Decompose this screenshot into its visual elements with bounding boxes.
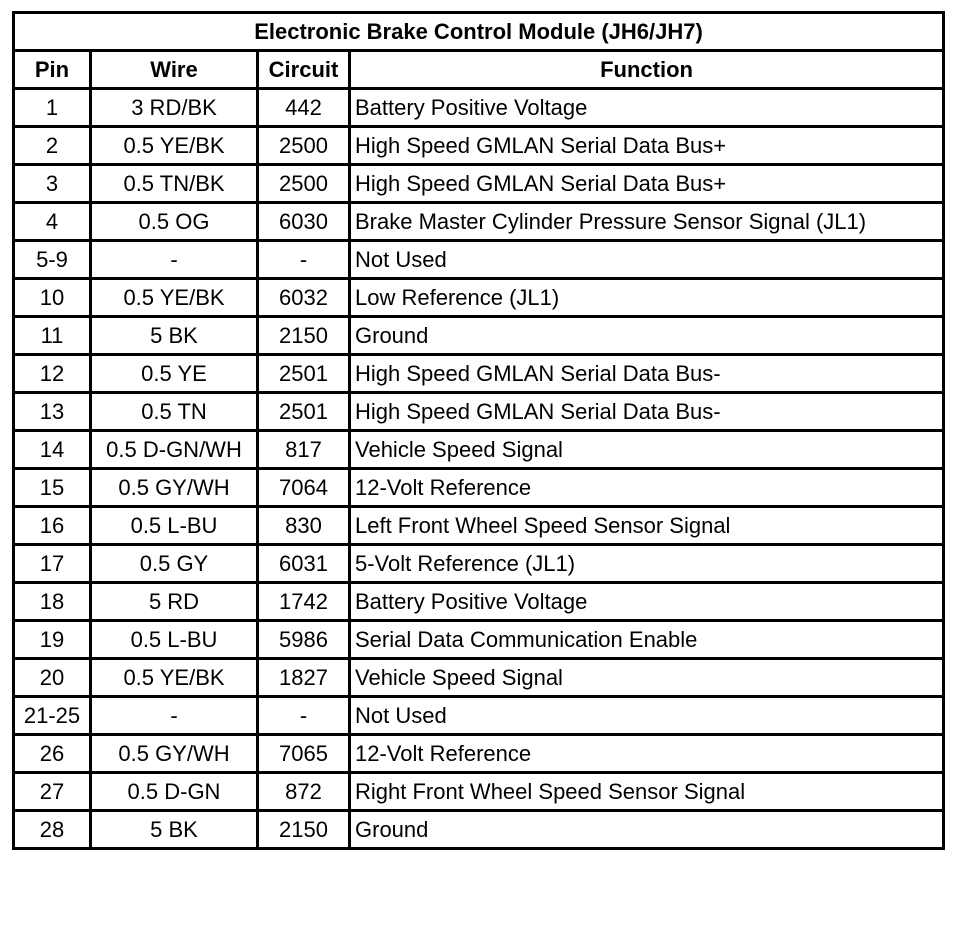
circuit-cell: -	[258, 241, 350, 279]
table-row	[14, 317, 944, 355]
circuit-cell: 5986	[258, 621, 350, 659]
pin-cell: 1	[14, 89, 91, 127]
circuit-cell: 2501	[258, 393, 350, 431]
header-pin: Pin	[14, 51, 91, 89]
table-row	[14, 659, 944, 697]
pin-cell: 4	[14, 203, 91, 241]
wire-cell: 0.5 L-BU	[91, 621, 258, 659]
circuit-cell: 1742	[258, 583, 350, 621]
table-row	[14, 393, 944, 431]
pin-cell: 5-9	[14, 241, 91, 279]
wire-cell: 0.5 TN/BK	[91, 165, 258, 203]
pinout-table	[12, 11, 945, 850]
pin-cell: 11	[14, 317, 91, 355]
pin-cell: 2	[14, 127, 91, 165]
function-cell: Vehicle Speed Signal	[350, 431, 944, 469]
function-cell: 12-Volt Reference	[350, 735, 944, 773]
wire-cell: 0.5 L-BU	[91, 507, 258, 545]
circuit-cell: 6031	[258, 545, 350, 583]
pin-cell: 10	[14, 279, 91, 317]
wire-cell: 0.5 YE/BK	[91, 659, 258, 697]
pin-cell: 27	[14, 773, 91, 811]
circuit-cell: 872	[258, 773, 350, 811]
pin-cell: 13	[14, 393, 91, 431]
pin-cell: 26	[14, 735, 91, 773]
function-cell: Vehicle Speed Signal	[350, 659, 944, 697]
function-cell: Battery Positive Voltage	[350, 583, 944, 621]
wire-cell: 0.5 D-GN/WH	[91, 431, 258, 469]
table-row	[14, 583, 944, 621]
pin-cell: 28	[14, 811, 91, 849]
table-row	[14, 469, 944, 507]
circuit-cell: 2500	[258, 165, 350, 203]
wire-cell: 5 RD	[91, 583, 258, 621]
table-row	[14, 89, 944, 127]
function-cell: Not Used	[350, 241, 944, 279]
header-function: Function	[350, 51, 944, 89]
function-cell: Battery Positive Voltage	[350, 89, 944, 127]
pin-cell: 19	[14, 621, 91, 659]
table-row	[14, 165, 944, 203]
function-cell: Right Front Wheel Speed Sensor Signal	[350, 773, 944, 811]
table-row	[14, 355, 944, 393]
table-row	[14, 773, 944, 811]
header-wire: Wire	[91, 51, 258, 89]
pin-cell: 3	[14, 165, 91, 203]
pin-cell: 15	[14, 469, 91, 507]
circuit-cell: 7064	[258, 469, 350, 507]
circuit-cell: 6032	[258, 279, 350, 317]
function-cell: Brake Master Cylinder Pressure Sensor Signal (JL1)	[350, 203, 944, 241]
header-row	[14, 51, 944, 89]
pin-cell: 16	[14, 507, 91, 545]
pin-cell: 20	[14, 659, 91, 697]
wire-cell: -	[91, 697, 258, 735]
pin-cell: 21-25	[14, 697, 91, 735]
function-cell: Ground	[350, 811, 944, 849]
circuit-cell: 442	[258, 89, 350, 127]
circuit-cell: 817	[258, 431, 350, 469]
pin-cell: 12	[14, 355, 91, 393]
function-cell: Not Used	[350, 697, 944, 735]
wire-cell: 0.5 GY/WH	[91, 469, 258, 507]
table-row	[14, 279, 944, 317]
pin-cell: 18	[14, 583, 91, 621]
circuit-cell: 2500	[258, 127, 350, 165]
wire-cell: 0.5 YE/BK	[91, 127, 258, 165]
wire-cell: 5 BK	[91, 811, 258, 849]
table-row	[14, 431, 944, 469]
wire-cell: 0.5 TN	[91, 393, 258, 431]
title-row	[14, 13, 944, 51]
wire-cell: 0.5 D-GN	[91, 773, 258, 811]
wire-cell: 0.5 OG	[91, 203, 258, 241]
circuit-cell: 6030	[258, 203, 350, 241]
circuit-cell: 2501	[258, 355, 350, 393]
table-row	[14, 241, 944, 279]
table-row	[14, 697, 944, 735]
pin-cell: 17	[14, 545, 91, 583]
circuit-cell: -	[258, 697, 350, 735]
table-body	[14, 89, 944, 849]
function-cell: Low Reference (JL1)	[350, 279, 944, 317]
circuit-cell: 2150	[258, 811, 350, 849]
wire-cell: 3 RD/BK	[91, 89, 258, 127]
function-cell: Left Front Wheel Speed Sensor Signal	[350, 507, 944, 545]
function-cell: 5-Volt Reference (JL1)	[350, 545, 944, 583]
function-cell: High Speed GMLAN Serial Data Bus+	[350, 127, 944, 165]
circuit-cell: 830	[258, 507, 350, 545]
table-row	[14, 203, 944, 241]
circuit-cell: 7065	[258, 735, 350, 773]
table-row	[14, 735, 944, 773]
wire-cell: 5 BK	[91, 317, 258, 355]
table-row	[14, 811, 944, 849]
header-circuit: Circuit	[258, 51, 350, 89]
table-title: Electronic Brake Control Module (JH6/JH7)	[14, 13, 944, 51]
circuit-cell: 2150	[258, 317, 350, 355]
function-cell: High Speed GMLAN Serial Data Bus-	[350, 393, 944, 431]
function-cell: High Speed GMLAN Serial Data Bus+	[350, 165, 944, 203]
wire-cell: 0.5 YE	[91, 355, 258, 393]
function-cell: High Speed GMLAN Serial Data Bus-	[350, 355, 944, 393]
function-cell: Ground	[350, 317, 944, 355]
function-cell: 12-Volt Reference	[350, 469, 944, 507]
wire-cell: 0.5 YE/BK	[91, 279, 258, 317]
wire-cell: -	[91, 241, 258, 279]
table-row	[14, 127, 944, 165]
table-row	[14, 545, 944, 583]
circuit-cell: 1827	[258, 659, 350, 697]
function-cell: Serial Data Communication Enable	[350, 621, 944, 659]
pin-cell: 14	[14, 431, 91, 469]
table-row	[14, 507, 944, 545]
table-row	[14, 621, 944, 659]
wire-cell: 0.5 GY	[91, 545, 258, 583]
wire-cell: 0.5 GY/WH	[91, 735, 258, 773]
